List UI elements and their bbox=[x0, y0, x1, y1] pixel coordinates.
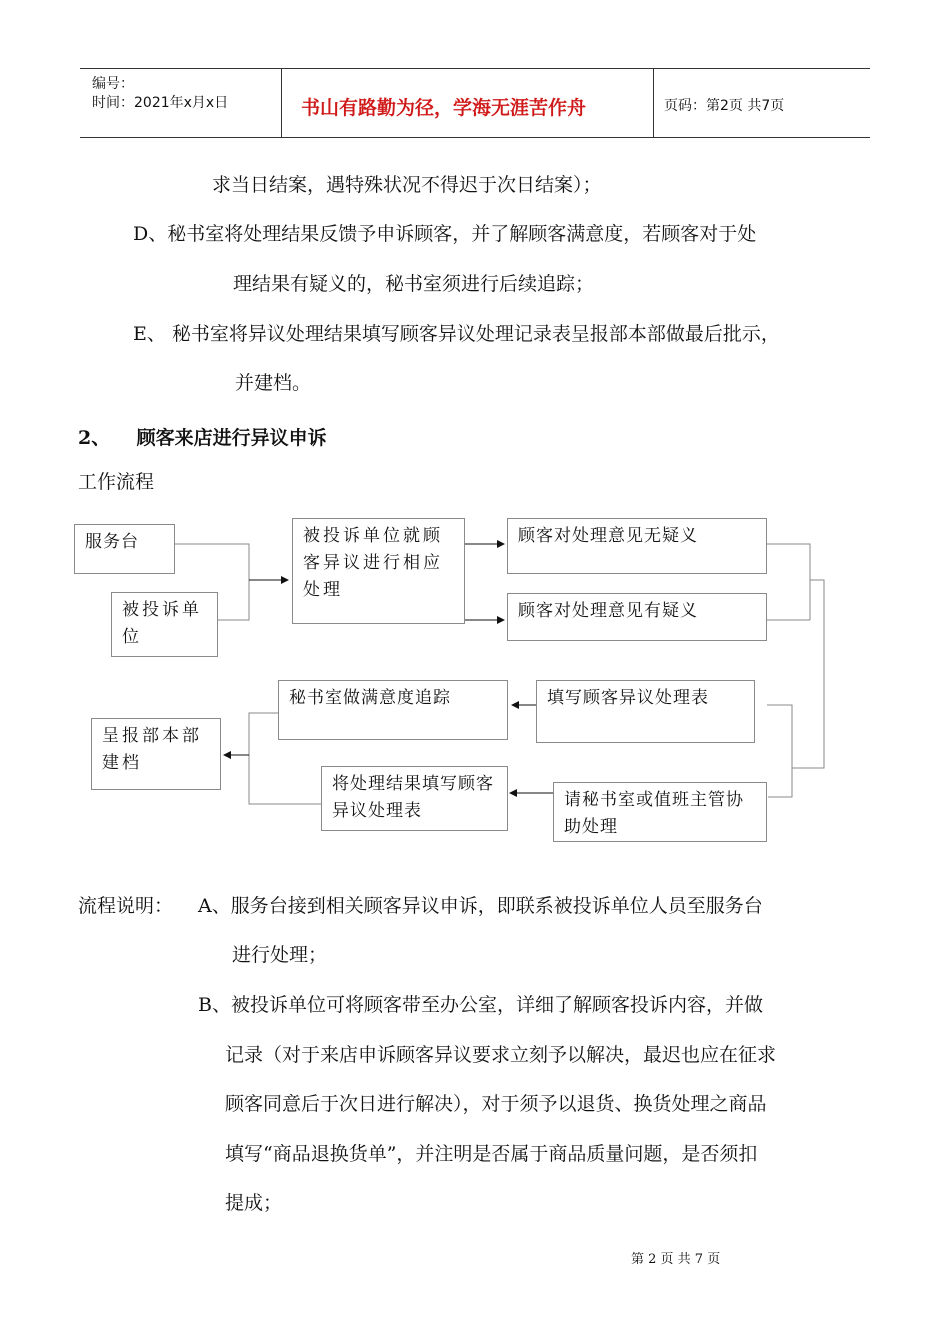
flow-box-fill-form: 填写顾客异议处理表 bbox=[536, 680, 755, 743]
header-motto: 书山有路勤为径，学海无涯苦作舟 bbox=[301, 97, 587, 119]
explanation-label: 流程说明： bbox=[78, 895, 174, 917]
page-footer: 第 2 页 共 7 页 bbox=[631, 1252, 721, 1267]
paragraph-continuation: 求当日结案，遇特殊状况不得迟于次日结案）； bbox=[212, 174, 602, 196]
explanation-b-line1: B、被投诉单位可将顾客带至办公室，详细了解顾客投诉内容，并做 bbox=[198, 994, 763, 1016]
paragraph-d-line2: 理结果有疑义的，秘书室须进行后续追踪； bbox=[233, 273, 595, 295]
header-page-info: 页码：第2页 共7页 bbox=[664, 98, 785, 114]
explanation-b-line4: 填写“商品退换货单”，并注明是否属于商品质量问题，是否须扣 bbox=[225, 1143, 758, 1165]
flow-box-ask-help: 请秘书室或值班主管协助处理 bbox=[553, 782, 767, 842]
flow-box-complained-unit: 被投诉单位 bbox=[111, 592, 218, 657]
flow-box-report-archive: 呈报部本部建档 bbox=[91, 718, 221, 790]
explanation-a-line2: 进行处理； bbox=[232, 944, 328, 966]
paragraph-d-line1: D、秘书室将处理结果反馈予申诉顾客，并了解顾客满意度，若顾客对于处 bbox=[133, 223, 757, 245]
flow-box-service-desk: 服务台 bbox=[74, 524, 175, 574]
paragraph-e-line1: E、 秘书室将异议处理结果填写顾客异议处理记录表呈报部本部做最后批示， bbox=[133, 323, 780, 345]
section-heading: 2、 顾客来店进行异议申诉 bbox=[78, 427, 327, 449]
explanation-a-line1: A、服务台接到相关顾客异议申诉，即联系被投诉单位人员至服务台 bbox=[198, 895, 763, 917]
document-time-label: 时间：2021年x月x日 bbox=[92, 95, 229, 111]
flow-box-fill-result: 将处理结果填写顾客异议处理表 bbox=[321, 766, 508, 831]
explanation-b-line2: 记录（对于来店申诉顾客异议要求立刻予以解决，最迟也应在征求 bbox=[225, 1044, 777, 1066]
flow-box-satisfaction-tracking: 秘书室做满意度追踪 bbox=[278, 680, 508, 740]
flow-box-no-objection: 顾客对处理意见无疑义 bbox=[507, 518, 767, 574]
flow-box-unit-handles: 被投诉单位就顾客异议进行相应处理 bbox=[292, 518, 465, 624]
flow-box-has-objection: 顾客对处理意见有疑义 bbox=[507, 593, 767, 641]
paragraph-e-line2: 并建档。 bbox=[235, 372, 312, 394]
explanation-b-line5: 提成； bbox=[225, 1192, 283, 1214]
explanation-b-line3: 顾客同意后于次日进行解决），对于须予以退货、换货处理之商品 bbox=[225, 1093, 767, 1115]
document-number-label: 编号： bbox=[92, 76, 134, 92]
workflow-label: 工作流程 bbox=[78, 471, 155, 493]
